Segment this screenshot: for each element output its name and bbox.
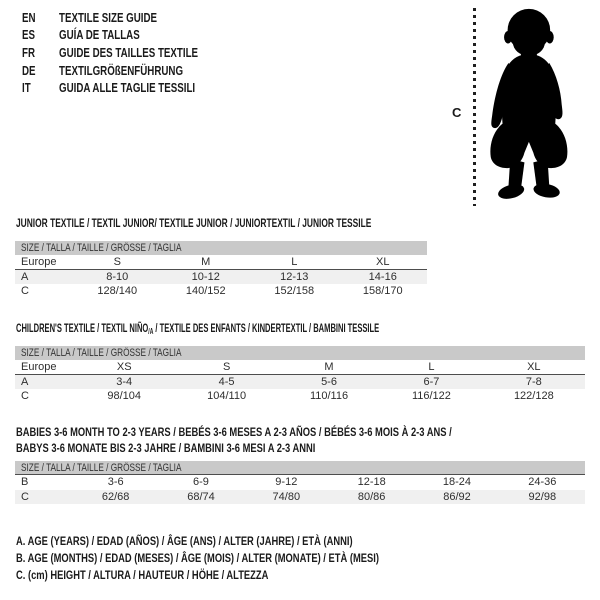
size-header-bar: SIZE / TALLA / TAILLE / GRÖSSE / TAGLIA bbox=[15, 461, 585, 475]
size-cell: 152/158 bbox=[274, 285, 315, 297]
row-label: C bbox=[21, 390, 29, 402]
table-row-height bbox=[15, 490, 585, 505]
size-cell: 10-12 bbox=[191, 270, 220, 283]
size-cell: 18-24 bbox=[442, 476, 472, 488]
table-row-age bbox=[15, 375, 585, 390]
table-row-europe bbox=[15, 255, 427, 270]
junior-size-table bbox=[15, 241, 427, 299]
size-header-bar: SIZE / TALLA / TAILLE / GRÖSSE / TAGLIA bbox=[15, 241, 427, 255]
guide-title: TEXTILGRÖßENFÜHRUNG bbox=[59, 63, 184, 78]
language-title-list bbox=[22, 9, 237, 97]
babies-section-title: BABIES 3-6 MONTH TO 2-3 YEARS / BEBÉS 3-6 MESES A 2-3 AÑOS / BÉBÉS 3-6 MOIS À 2-3 ANS / BABYS 3-6 MONATE BIS 2-3 JAHRE / BAMBINI 3-6 MESI A 2-3 ANNI bbox=[16, 425, 452, 455]
size-cell: 86/92 bbox=[443, 490, 471, 503]
legend-footnotes bbox=[16, 533, 481, 585]
height-measure-dotted-line bbox=[473, 8, 476, 206]
language-row bbox=[22, 44, 237, 62]
language-code: DE bbox=[22, 63, 36, 78]
size-cell: M bbox=[201, 256, 211, 268]
size-cell: 98/104 bbox=[107, 390, 142, 402]
size-cell: L bbox=[428, 361, 435, 373]
size-cell: 4-5 bbox=[218, 375, 235, 388]
language-code: EN bbox=[22, 10, 36, 25]
size-cell: XL bbox=[376, 256, 390, 268]
size-cell: 12-18 bbox=[357, 476, 386, 488]
language-code: IT bbox=[22, 81, 31, 96]
language-code: FR bbox=[22, 45, 36, 60]
row-label: Europe bbox=[21, 256, 57, 268]
size-cell: 158/170 bbox=[362, 285, 403, 297]
children-size-table bbox=[15, 346, 585, 404]
language-code: ES bbox=[22, 28, 36, 43]
size-cell: S bbox=[113, 256, 121, 268]
guide-title: TEXTILE SIZE GUIDE bbox=[59, 10, 158, 25]
row-label: B bbox=[21, 476, 29, 488]
babies-size-table bbox=[15, 461, 585, 504]
size-cell: 74/80 bbox=[272, 490, 301, 503]
size-cell: 116/122 bbox=[411, 390, 451, 402]
baby-silhouette-icon bbox=[483, 8, 573, 212]
size-cell: 3-6 bbox=[107, 476, 124, 488]
row-label: Europe bbox=[21, 361, 57, 373]
size-cell: 128/140 bbox=[97, 285, 138, 297]
size-cell: XS bbox=[116, 361, 132, 373]
size-cell: 12-13 bbox=[280, 270, 309, 283]
size-cell: 80/86 bbox=[357, 490, 386, 503]
size-cell: 8-10 bbox=[106, 270, 129, 283]
size-cell: 24-36 bbox=[528, 476, 557, 488]
size-cell: 6-9 bbox=[193, 476, 209, 488]
size-cell: 122/128 bbox=[513, 390, 554, 402]
language-row bbox=[22, 27, 237, 45]
guide-title: GUIDA ALLE TAGLIE TESSILI bbox=[59, 81, 196, 96]
size-cell: 6-7 bbox=[423, 375, 440, 388]
guide-title: GUÍA DE TALLAS bbox=[59, 28, 140, 43]
footnote-age-months: B. AGE (MONTHS) / EDAD (MESES) / ÂGE (MOIS) / ALTER (MONATE) / ETÀ (MESI) bbox=[16, 551, 379, 566]
table-row-age bbox=[15, 270, 427, 285]
size-cell: M bbox=[324, 361, 334, 373]
table-row-height bbox=[15, 284, 427, 299]
height-measure-label: C bbox=[452, 105, 462, 120]
children-section-title: CHILDREN'S TEXTILE / TEXTIL NIÑO/A / TEXTILE DES ENFANTS / KINDERTEXTIL / BAMBINI TESSILE bbox=[16, 321, 380, 336]
size-cell: 7-8 bbox=[525, 375, 542, 388]
size-cell: 14-16 bbox=[368, 270, 397, 283]
size-cell: 92/98 bbox=[528, 490, 557, 503]
language-row bbox=[22, 79, 237, 97]
nino-a-subscript: /A bbox=[148, 327, 154, 336]
language-row bbox=[22, 9, 237, 27]
size-cell: 3-4 bbox=[116, 375, 133, 388]
size-cell: S bbox=[222, 361, 231, 373]
size-cell: XL bbox=[527, 361, 541, 373]
size-cell: 62/68 bbox=[101, 490, 130, 503]
table-row-months bbox=[15, 475, 585, 490]
table-row-height bbox=[15, 389, 585, 404]
size-cell: 9-12 bbox=[275, 476, 298, 488]
row-label: C bbox=[21, 490, 29, 503]
size-cell: L bbox=[291, 256, 298, 268]
row-label: A bbox=[21, 375, 29, 388]
size-cell: 68/74 bbox=[187, 490, 215, 503]
size-cell: 5-6 bbox=[321, 375, 337, 388]
size-header-bar: SIZE / TALLA / TAILLE / GRÖSSE / TAGLIA bbox=[15, 346, 585, 360]
footnote-height-cm: C. (cm) HEIGHT / ALTURA / HAUTEUR / HÖHE / ALTEZZA bbox=[16, 568, 269, 583]
table-row-europe bbox=[15, 360, 585, 375]
size-cell: 140/152 bbox=[185, 285, 226, 297]
junior-section-title: JUNIOR TEXTILE / TEXTIL JUNIOR/ TEXTILE JUNIOR / JUNIORTEXTIL / JUNIOR TESSILE bbox=[16, 216, 372, 230]
row-label: A bbox=[21, 270, 29, 283]
size-cell: 110/116 bbox=[309, 390, 349, 402]
guide-title: GUIDE DES TAILLES TEXTILE bbox=[59, 45, 199, 60]
row-label: C bbox=[21, 285, 29, 297]
size-cell: 104/110 bbox=[207, 390, 247, 402]
footnote-age-years: A. AGE (YEARS) / EDAD (AÑOS) / ÂGE (ANS) / ALTER (JAHRE) / ETÀ (ANNI) bbox=[16, 534, 353, 548]
language-row bbox=[22, 62, 237, 80]
